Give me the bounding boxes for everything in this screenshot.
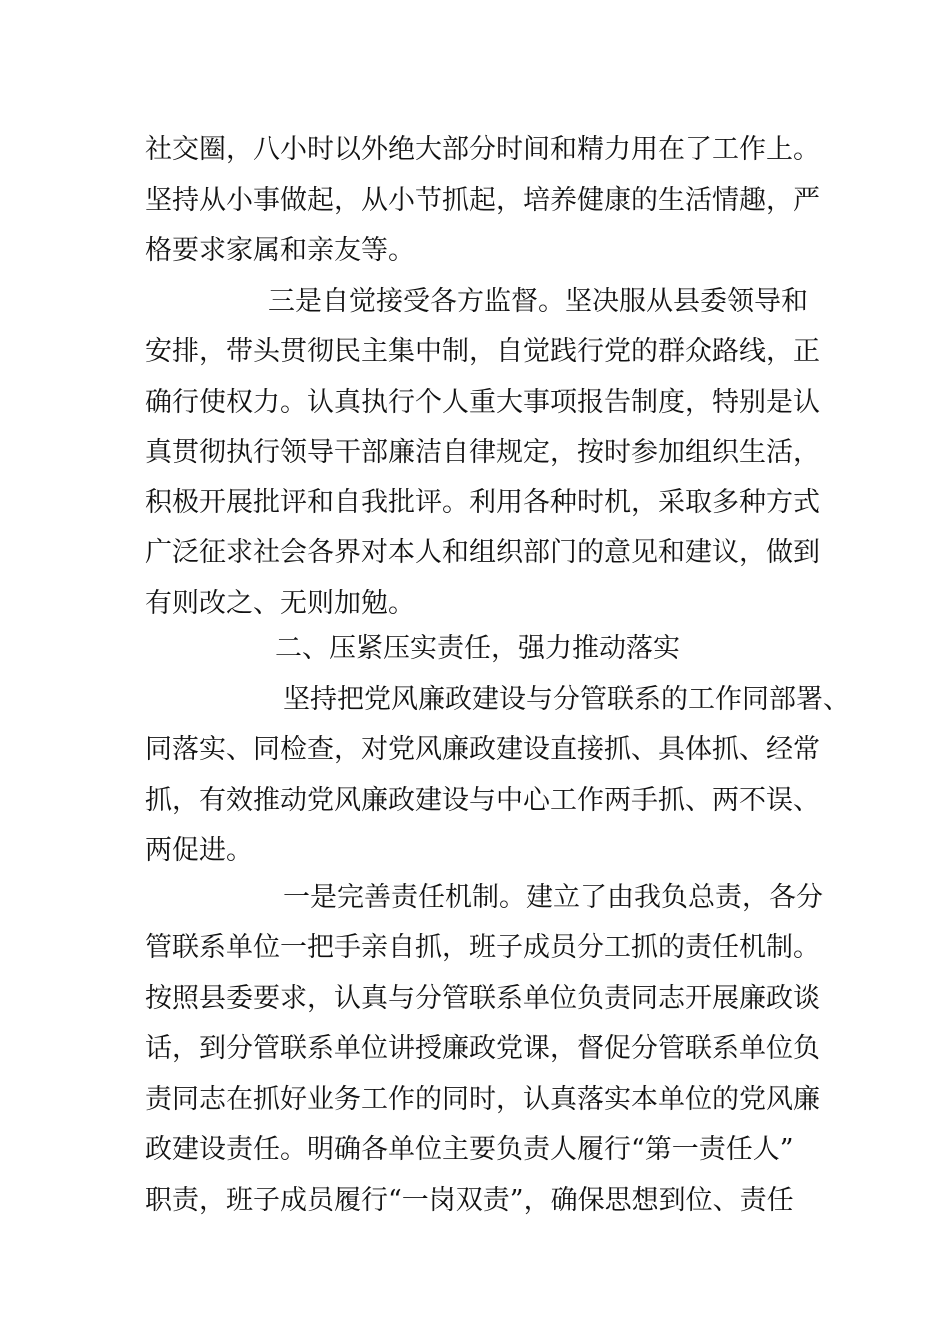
text-line: 真贯彻执行领导干部廉洁自律规定，按时参加组织生活， [145,437,820,468]
text-line: 管联系单位一把手亲自抓，班子成员分工抓的责任机制。 [145,932,820,963]
section-heading: 二、压紧压实责任，强力推动落实 [275,633,680,664]
text-line: 话，到分管联系单位讲授廉政党课，督促分管联系单位负 [145,1033,820,1064]
text-line: 格要求家属和亲友等。 [145,235,415,266]
paragraph-start-line: 三是自觉接受各方监督。坚决服从县委领导和 [268,286,808,317]
text-line: 按照县委要求，认真与分管联系单位负责同志开展廉政谈 [145,983,820,1014]
text-line: 确行使权力。认真执行个人重大事项报告制度，特别是认 [145,387,820,418]
text-line: 同落实、同检查，对党风廉政建设直接抓、具体抓、经常 [145,734,820,765]
paragraph-start-line: 坚持把党风廉政建设与分管联系的工作同部署、 [283,684,850,715]
text-line: 社交圈，八小时以外绝大部分时间和精力用在了工作上。 [145,134,820,165]
text-line: 安排，带头贯彻民主集中制，自觉践行党的群众路线，正 [145,336,820,367]
paragraph-start-line: 一是完善责任机制。建立了由我负总责，各分 [283,882,823,913]
text-line: 职责，班子成员履行“一岗双责”，确保思想到位、责任 [145,1185,794,1216]
text-line: 有则改之、无则加勉。 [145,588,415,619]
text-line: 两促进。 [145,835,253,866]
text-line: 抓，有效推动党风廉政建设与中心工作两手抓、两不误、 [145,785,820,816]
text-line: 政建设责任。明确各单位主要负责人履行“第一责任人” [145,1134,794,1165]
text-line: 积极开展批评和自我批评。利用各种时机，采取多种方式 [145,487,820,518]
text-line: 坚持从小事做起，从小节抓起，培养健康的生活情趣，严 [145,185,820,216]
text-line: 责同志在抓好业务工作的同时，认真落实本单位的党风廉 [145,1084,820,1115]
text-line: 广泛征求社会各界对本人和组织部门的意见和建议，做到 [145,537,820,568]
